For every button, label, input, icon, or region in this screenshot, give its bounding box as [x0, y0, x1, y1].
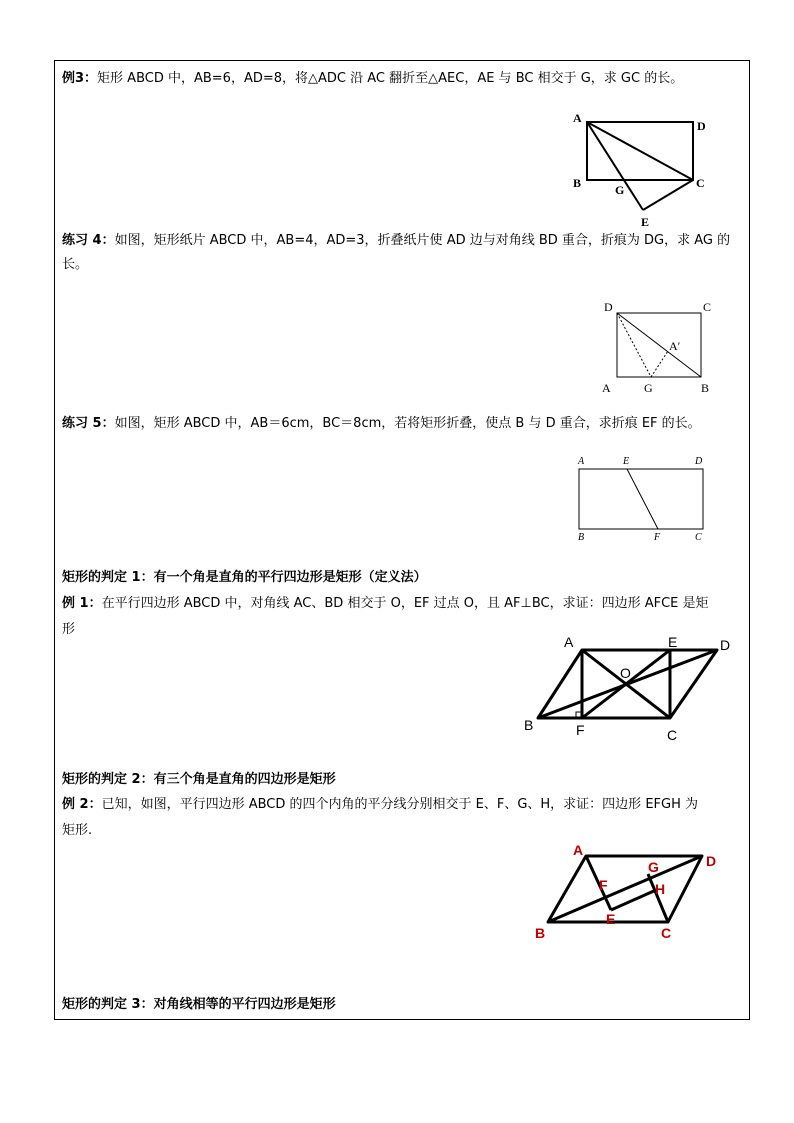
j2-paragraph-line2: 矩形. — [62, 823, 93, 838]
j1-text-line1: 在平行四边形 ABCD 中，对角线 AC、BD 相交于 O，EF 过点 O，且 AF⊥BC，求证：四边形 AFCE 是矩 — [101, 596, 709, 611]
ex3-label-e: E — [641, 215, 650, 229]
ex3-text: 矩形 ABCD 中，AB=6，AD=8，将△ADC 沿 AC 翻折至△AEC，AE 与 BC 相交于 G，求 GC 的长。 — [97, 71, 684, 86]
j2-label-f: F — [599, 877, 608, 893]
j1-label-f: F — [576, 722, 585, 738]
j1-paragraph-line2: 形 — [62, 622, 76, 637]
pr5-label: 练习 5： — [62, 416, 115, 431]
pr4-label-a: A — [602, 381, 611, 395]
j2-heading: 矩形的判定 2：有三个角是直角的四边形是矩形 — [62, 772, 336, 787]
pr4-label-a-prime: A′ — [669, 339, 681, 353]
pr5-label-a: A — [578, 456, 585, 467]
j2-label-c: C — [661, 925, 672, 941]
j2-figure — [530, 838, 730, 944]
j1-label-c: C — [667, 727, 678, 743]
ex3-paragraph — [62, 66, 683, 92]
pr4-crease-dg — [617, 313, 651, 377]
pr4-diagonal-bd — [617, 313, 701, 377]
pr5-label-e: E — [623, 456, 630, 467]
pr5-label-c: C — [695, 532, 702, 543]
pr4-line-ga — [651, 351, 668, 377]
j1-label-a: A — [564, 634, 574, 650]
ex3-line-ec — [643, 180, 693, 210]
pr5-label-f: F — [654, 532, 661, 543]
j1-label-d: D — [720, 637, 731, 653]
j1-paragraph-line1 — [62, 591, 709, 617]
j2-label-d: D — [706, 853, 717, 869]
j1-label-o: O — [620, 665, 631, 681]
j1-label-e: E — [668, 634, 678, 650]
ex3-label-g: G — [615, 183, 625, 197]
j1-label: 例 1： — [62, 596, 102, 611]
j2-bisector-b — [548, 856, 702, 922]
j2-paragraph-line1 — [62, 792, 698, 818]
j2-label-b: B — [535, 925, 546, 941]
ex3-label-d: D — [697, 119, 706, 133]
pr4-label-c: C — [703, 300, 712, 314]
j2-label-a: A — [573, 842, 584, 858]
pr4-figure — [595, 295, 720, 400]
j1-figure — [520, 632, 740, 748]
j3-heading: 矩形的判定 3：对角线相等的平行四边形是矩形 — [62, 997, 336, 1012]
ex3-label-c: C — [696, 176, 705, 190]
j2-text-line1: 已知，如图，平行四边形 ABCD 的四个内角的平分线分别相交于 E、F、G、H，求证：四边形 EFGH 为 — [101, 797, 698, 812]
pr5-paragraph — [62, 411, 701, 437]
pr5-label-b: B — [578, 532, 585, 543]
j2-label-e: E — [606, 911, 616, 927]
pr4-label-b: B — [701, 381, 710, 395]
j1-heading: 矩形的判定 1：有一个角是直角的平行四边形是矩形（定义法） — [62, 570, 427, 585]
pr5-text: 如图，矩形 ABCD 中，AB＝6cm，BC＝8cm，若将矩形折叠，使点 B 与 D 重合，求折痕 EF 的长。 — [114, 416, 701, 431]
j2-label: 例 2： — [62, 797, 102, 812]
ex3-label: 例3： — [62, 71, 98, 86]
j2-label-g: G — [648, 859, 659, 875]
j2-label-h: H — [655, 881, 666, 897]
ex3-label-b: B — [573, 176, 582, 190]
pr5-crease-ef — [627, 469, 658, 529]
pr4-paragraph-line1 — [62, 228, 730, 254]
pr4-label: 练习 4： — [62, 233, 115, 248]
ex3-figure — [565, 110, 715, 230]
pr4-label-d: D — [604, 300, 613, 314]
pr5-label-d: D — [695, 456, 703, 467]
ex3-label-a: A — [573, 111, 582, 125]
pr5-rect — [579, 469, 703, 529]
pr4-paragraph-line2: 长。 — [62, 257, 89, 272]
ex3-diagonal-ac — [587, 122, 693, 180]
pr4-label-g: G — [644, 381, 653, 395]
j1-label-b: B — [524, 717, 534, 733]
pr4-text-line1: 如图，矩形纸片 ABCD 中，AB=4，AD=3，折叠纸片使 AD 边与对角线 BD 重合，折痕为 DG，求 AG 的 — [114, 233, 731, 248]
pr5-figure — [570, 452, 715, 544]
